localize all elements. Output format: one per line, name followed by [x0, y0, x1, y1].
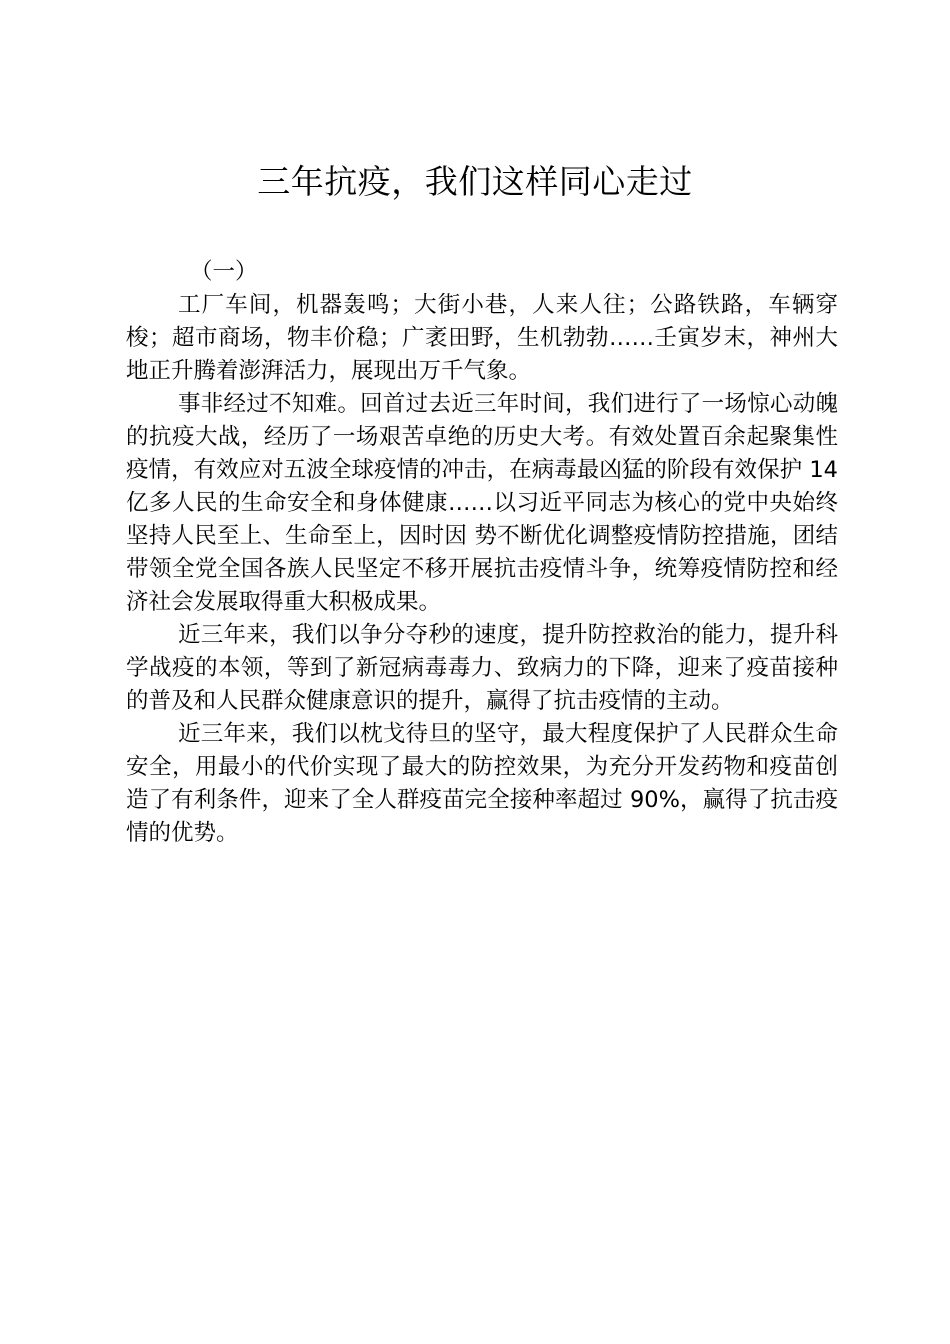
- paragraph-4: 近三年来，我们以枕戈待旦的坚守，最大程度保护了人民群众生命安全，用最小的代价实现了最大的防控效果，为充分开发药物和疫苗创造了有利条件，迎来了全人群疫苗完全接种率超过 90%，赢得了抗击疫情的优势。: [126, 721, 838, 846]
- document-title: 三年抗疫，我们这样同心走过: [257, 162, 693, 201]
- paragraph-1: 工厂车间，机器轰鸣；大街小巷，人来人往；公路铁路，车辆穿梭；超市商场，物丰价稳；广袤田野，生机勃勃……壬寅岁末，神州大地正升腾着澎湃活力，展现出万千气象。: [126, 292, 838, 384]
- paragraph-2: 事非经过不知难。回首过去近三年时间，我们进行了一场惊心动魄的抗疫大战，经历了一场艰苦卓绝的历史大考。有效处置百余起聚集性疫情，有效应对五波全球疫情的冲击，在病毒最凶猛的阶段有效保护 14 亿多人民的生命安全和身体健康……以习近平同志为核心的党中央始终坚持人民至上、生命至上，因时因 势不断优化调整疫情防控措施，团结带领全党全国各族人民坚定不移开展抗击疫情斗争，统筹疫情防控和经济社会发展取得重大积极成果。: [126, 391, 838, 615]
- section-marker: （一）: [190, 259, 258, 285]
- document-body: [126, 256, 838, 850]
- paragraph-3: 近三年来，我们以争分夺秒的速度，提升防控救治的能力，提升科学战疫的本领，等到了新冠病毒毒力、致病力的下降，迎来了疫苗接种的普及和人民群众健康意识的提升，赢得了抗击疫情的主动。: [126, 622, 838, 714]
